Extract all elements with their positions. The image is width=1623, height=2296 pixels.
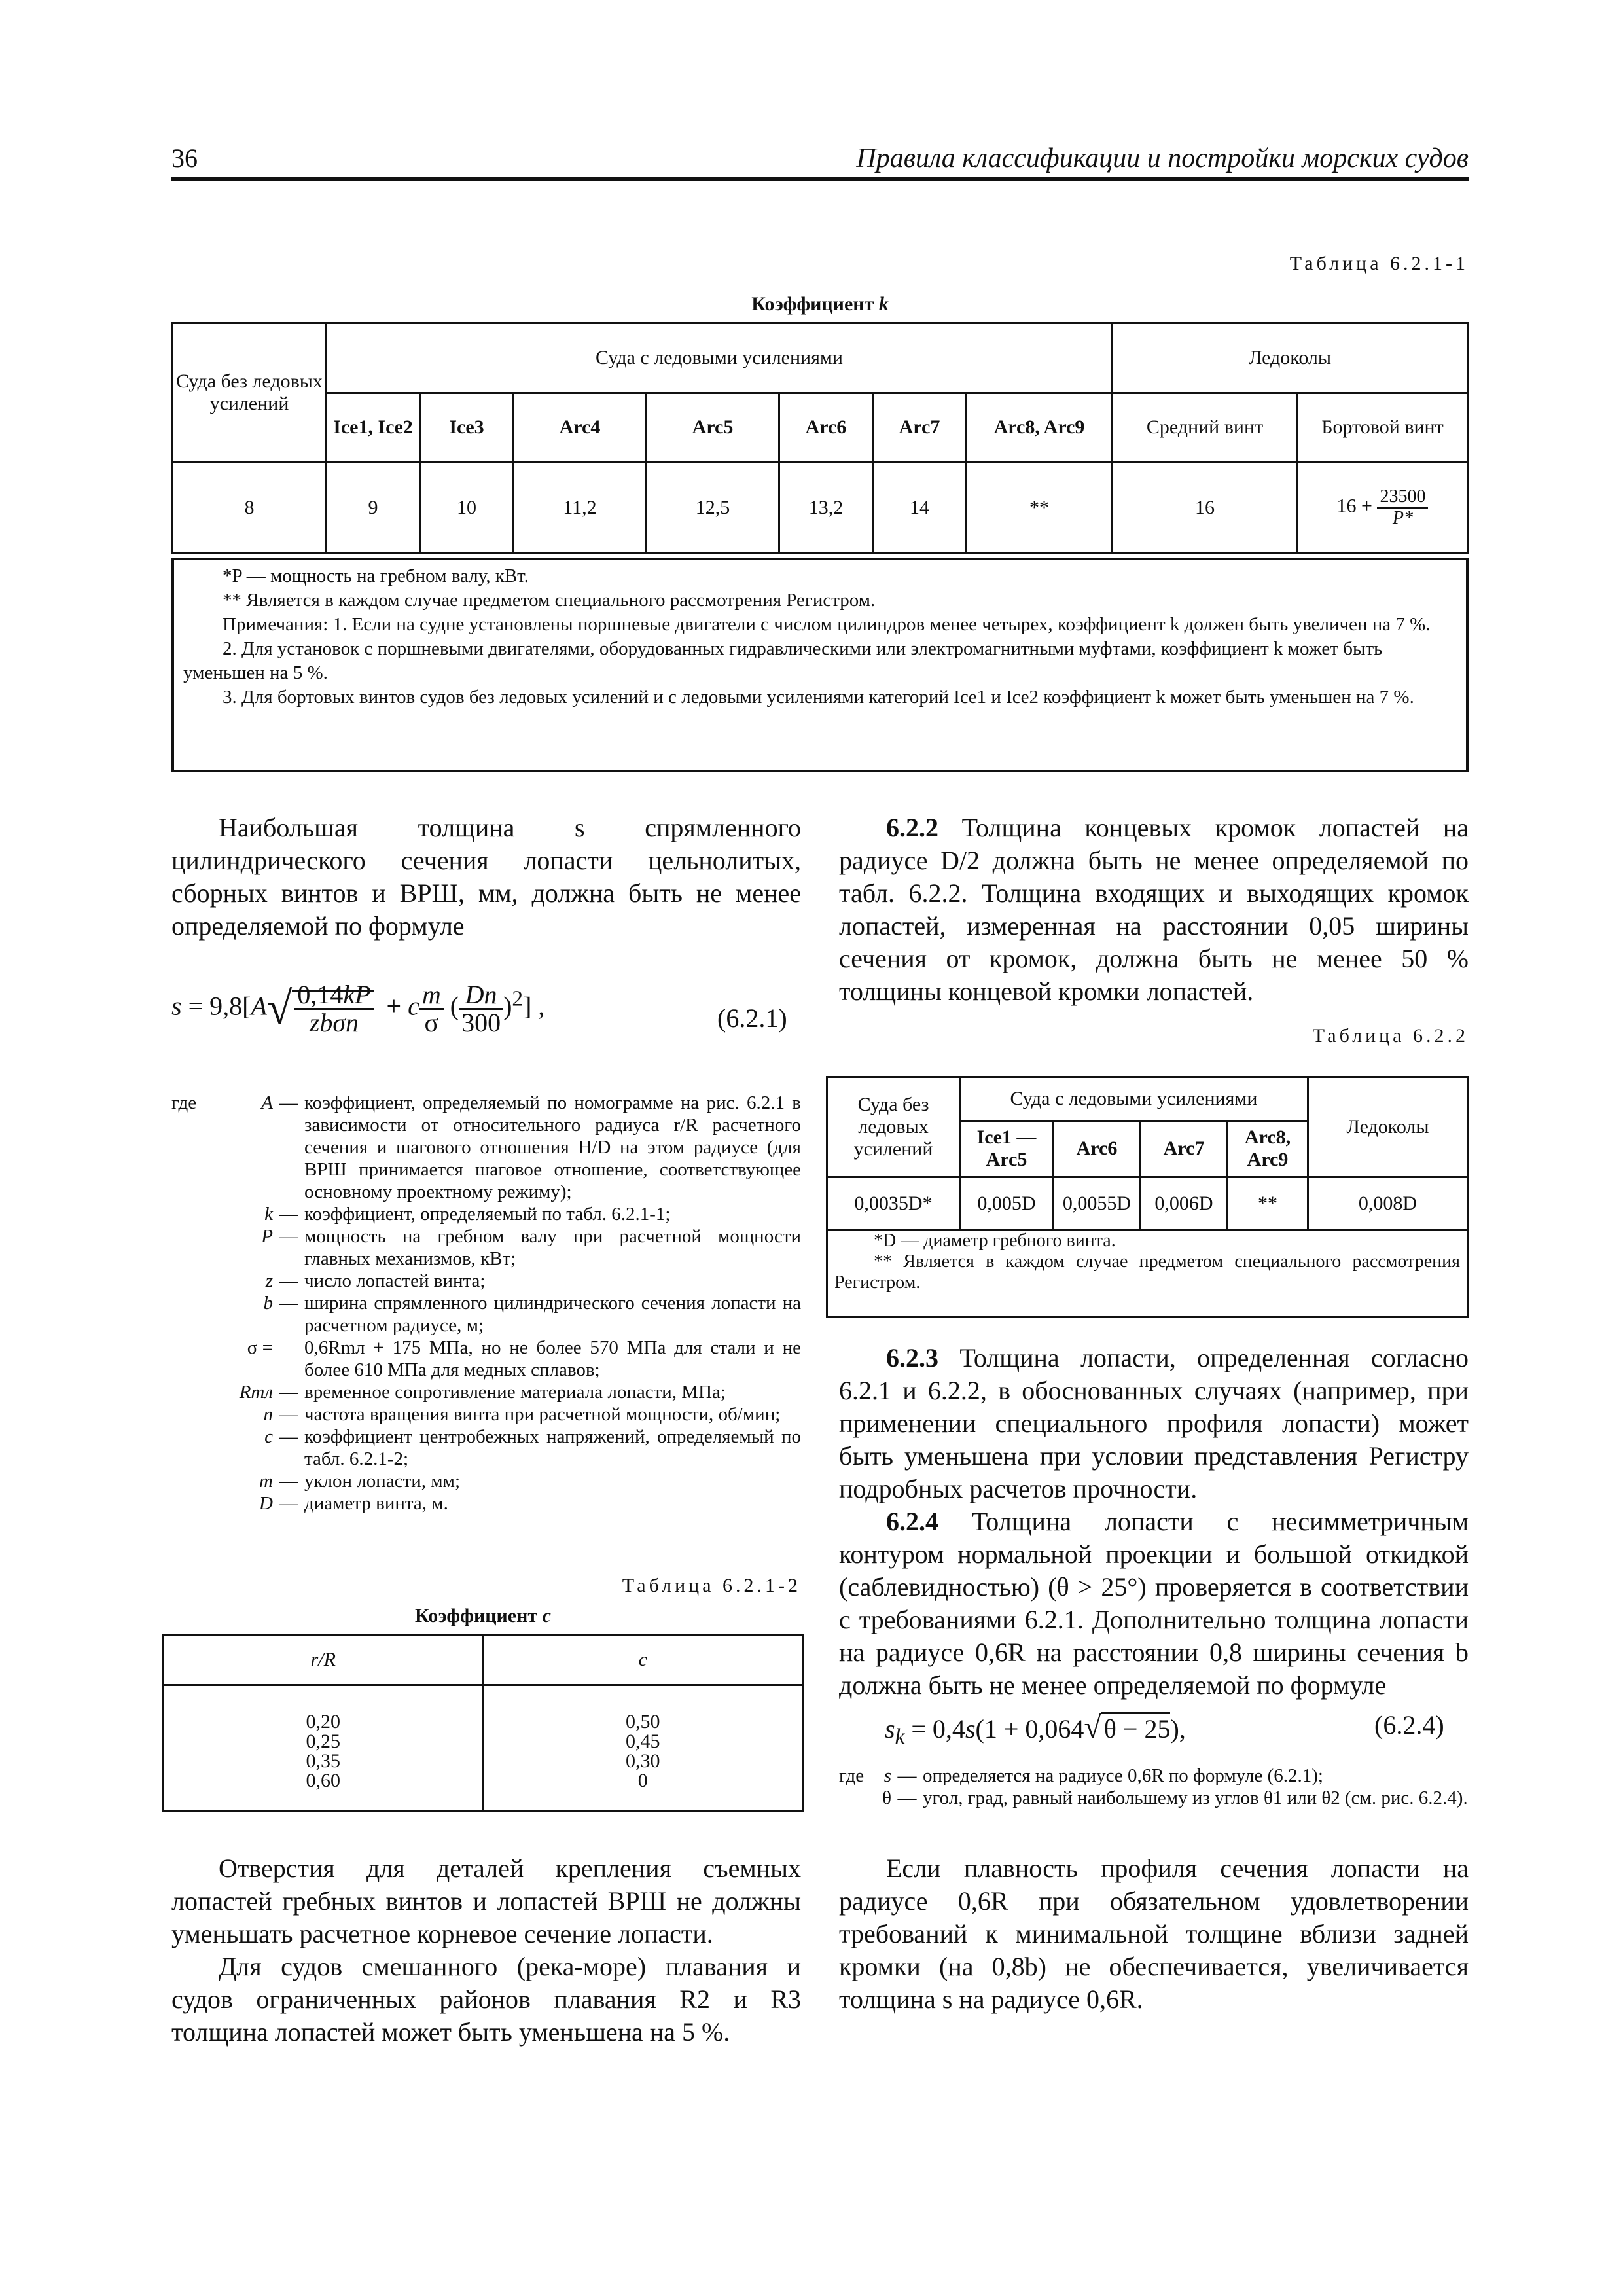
table2-caption: Таблица 6.2.1-2: [622, 1575, 801, 1596]
table1-side-formula: 16 + $\frac{23500}{P*}$: [1298, 463, 1468, 553]
definition-row: c — коэффициент центробежных напряжений, определяемый по табл. 6.2.1-2;: [264, 1426, 801, 1469]
left-intro: Наибольшая толщина s спрямленного цилиндрического сечения лопасти цельнолитых, сборных винтов и ВРШ, мм, должна быть не менее определяемой по формуле: [171, 813, 801, 941]
table1-value: 16: [1113, 463, 1298, 553]
table3-col-icebreakers: Ледоколы: [1308, 1077, 1468, 1177]
definition-row: P — мощность на гребном валу при расчетной мощности главных механизмов, кВт;: [261, 1226, 801, 1269]
paragraph-smoothness: Если плавность профиля сечения лопасти на радиусе 0,6R при обязательном удовлетворении требований к минимальной толщине вблизи задней кромки (на 0,8b) не обеспечивается, увеличивается толщина s на радиусе 0,6R.: [839, 1854, 1469, 2014]
table1-ice-class: Arc6: [779, 393, 873, 463]
table3-value: 0,008D: [1308, 1177, 1468, 1230]
table3-col-no-ice: Суда без ледовых усилений: [827, 1077, 960, 1177]
table3-note: ** Является в каждом случае предметом специального рассмотрения Регистром.: [834, 1251, 1460, 1293]
table1-notes: [171, 558, 1469, 772]
table1-value: 9: [327, 463, 420, 553]
table2: [162, 1634, 804, 1812]
table2-c-cell: 0,50 0,45 0,30 0: [483, 1685, 803, 1812]
table3-ice-class: Arc6: [1054, 1121, 1141, 1177]
table1-value: 10: [420, 463, 514, 553]
definition-row: m — уклон лопасти, мм;: [259, 1471, 461, 1492]
definitions-list: [171, 1092, 801, 1515]
table3: [826, 1076, 1469, 1231]
table3-ice-class: Arc8, Arc9: [1228, 1121, 1308, 1177]
table3-note: *D — диаметр гребного винта.: [874, 1230, 1116, 1251]
paragraphs-6-2-3-6-2-4: 6.2.3 Толщина лопасти, определенная согласно 6.2.1 и 6.2.2, в обоснованных случаях (например, при применении специального профиля лопасти) может быть уменьшена при условии представления Регистру подробных расчетов прочности. 6.2.4 Толщина лопасти с несимметричным контуром нормальной проекции и большой откидкой (саблевидностью) (θ > 25°) проверяется в соответствии с требованиями 6.2.1. Дополнительно толщина лопасти на радиусе 0,6R на расстоянии 0,8 ширины сечения b должна быть не менее определяемой по формуле: [839, 1343, 1469, 1700]
table1-col-no-ice: Суда без ледовых усилений: [173, 323, 327, 463]
table1-note: Примечания: 1. Если на судне установлены поршневые двигатели с числом цилиндров менее четырех, коэффициент k должен быть увеличен на 7 %.: [223, 614, 1431, 635]
table3-ice-class: Ice1 — Arc5: [960, 1121, 1054, 1177]
formula-6-2-1: s = 9,8[A√ $\frac{0,14kP}{\text{zbσn}}$ + c $\frac{m}{\sigma}$ ( $\frac{Dn}{300}$ )$^2$] ,: [171, 980, 545, 1037]
table3-value: 0,0055D: [1054, 1177, 1141, 1230]
table1-ice-class: Ice1, Ice2: [327, 393, 420, 463]
definition-row: D — диаметр винта, м.: [259, 1493, 448, 1514]
table1-caption: Таблица 6.2.1-1: [1289, 253, 1469, 274]
table1-value: 8: [173, 463, 327, 553]
table1-value: 12,5: [647, 463, 779, 553]
table2-header: c: [483, 1635, 803, 1685]
table1-note: 3. Для бортовых винтов судов без ледовых усилений и с ледовыми усилениями категорий Ice1 и Ice2 коэффициент k может быть уменьшен на 7 %.: [223, 687, 1414, 708]
table2-title: Коэффициент c: [415, 1605, 551, 1626]
page-number: 36: [171, 143, 198, 173]
table3-value: 0,0035D*: [827, 1177, 960, 1230]
table2-header: r/R: [164, 1635, 484, 1685]
table1-value: 13,2: [779, 463, 873, 553]
table3-notes: [826, 1225, 1469, 1318]
table3-col-ice: Суда с ледовыми усилениями: [960, 1077, 1308, 1121]
definition-row: σ = 0,6Rmл + 175 МПа, но не более 570 МПа для стали и не более 610 МПа для медных сплавов;: [247, 1337, 801, 1380]
table1-title: Коэффициент k: [751, 293, 889, 315]
definition-row: Rmл — временное сопротивление материала лопасти, МПа;: [239, 1382, 726, 1403]
table1-icebreaker-col: Средний винт: [1113, 393, 1298, 463]
table1-col-ice: Суда с ледовыми усилениями: [327, 323, 1113, 393]
formula-number-6-2-1: (6.2.1): [717, 1003, 787, 1033]
definition-row: θ — угол, град, равный наибольшему из углов θ1 или θ2 (см. рис. 6.2.4).: [882, 1787, 1468, 1808]
paragraph-6-2-2: 6.2.2 Толщина концевых кромок лопастей на радиусе D/2 должна быть не менее определяемой по табл. 6.2.2. Толщина входящих и выходящих кромок лопастей, измеренная на расстоянии 0,05 ширины сечения от кромок, должна быть не менее 50 % толщины концевой кромки лопастей.: [839, 813, 1469, 1006]
definition-row: s — определяется на радиусе 0,6R по формуле (6.2.1);: [883, 1765, 1323, 1786]
formula-6-2-4: $s_k = 0,4s(1 + 0,064√$ θ − 25),: [885, 1710, 1186, 1749]
table3-caption: Таблица 6.2.2: [1312, 1025, 1469, 1047]
table3-value: 0,006D: [1141, 1177, 1228, 1230]
table1-value: 11,2: [514, 463, 647, 553]
definition-row: n — частота вращения винта при расчетной мощности, об/мин;: [263, 1404, 781, 1425]
table1: [171, 322, 1469, 554]
table1-value: **: [967, 463, 1113, 553]
where-label: где: [839, 1765, 865, 1786]
table1-note: *P — мощность на гребном валу, кВт.: [223, 565, 529, 586]
table3-value: **: [1228, 1177, 1308, 1230]
definition-row: k — коэффициент, определяемый по табл. 6.2.1-1;: [264, 1204, 671, 1225]
table1-ice-class: Arc4: [514, 393, 647, 463]
table1-value: 14: [873, 463, 967, 553]
definitions-list-2: [839, 1765, 1469, 1809]
table1-ice-class: Arc5: [647, 393, 779, 463]
table1-col-icebreakers: Ледоколы: [1113, 323, 1468, 393]
table1-ice-class: Arc7: [873, 393, 967, 463]
definition-row: A — коэффициент, определяемый по номограмме на рис. 6.2.1 в зависимости от относительного радиуса r/R расчетного сечения и шагового отношения H/D на этом радиусе (для ВРШ принимается шаговое отношение, соответствующее основному проектному режиму);: [261, 1092, 801, 1202]
table1-note: 2. Для установок с поршневыми двигателями, оборудованных гидравлическими или электромагнитными муфтами, коэффициент k может быть уменьшен на 5 %.: [183, 638, 1383, 683]
formula-number-6-2-4: (6.2.4): [1374, 1710, 1444, 1740]
table3-value: 0,005D: [960, 1177, 1054, 1230]
table1-ice-class: Ice3: [420, 393, 514, 463]
table1-icebreaker-col: Бортовой винт: [1298, 393, 1468, 463]
left-bottom-text: Отверстия для деталей крепления съемных лопастей гребных винтов и лопастей ВРШ не должны уменьшать расчетное корневое сечение лопасти. Для судов смешанного (река-море) плавания и судов ограниченных районов плавания R2 и R3 толщина лопастей может быть уменьшена на 5 %.: [171, 1854, 801, 2047]
definition-row: z — число лопастей винта;: [265, 1270, 486, 1291]
table1-ice-class: Arc8, Arc9: [967, 393, 1113, 463]
table3-ice-class: Arc7: [1141, 1121, 1228, 1177]
header-rule: [171, 177, 1469, 181]
where-label: где: [171, 1092, 197, 1113]
definition-row: b — ширина спрямленного цилиндрического сечения лопасти на расчетном радиусе, м;: [263, 1293, 801, 1336]
running-title: Правила классификации и постройки морских судов: [856, 143, 1469, 173]
table2-rR-cell: 0,20 0,25 0,35 0,60: [164, 1685, 484, 1812]
table1-note: ** Является в каждом случае предметом специального рассмотрения Регистром.: [223, 590, 876, 611]
